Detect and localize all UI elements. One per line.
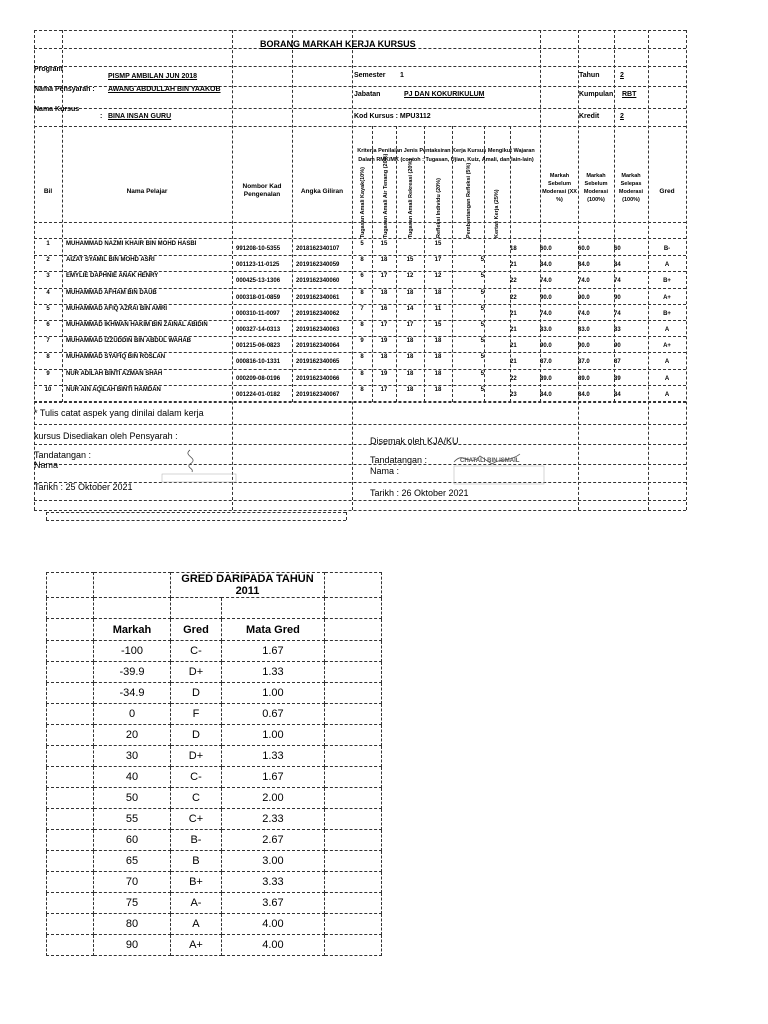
grade-point: 0.67 xyxy=(221,704,324,725)
student-c3: 18 xyxy=(406,354,414,361)
student-m3: 74 xyxy=(614,310,621,317)
course-label: Nama Kursus xyxy=(34,106,80,113)
grade-letter: C- xyxy=(171,641,222,662)
student-m3: 84 xyxy=(614,262,621,269)
col-header-m3: Markah Selepas Moderasi (100%) xyxy=(618,173,644,203)
note-text: * Tulis catat aspek yang dinilai dalam kerja xyxy=(34,408,204,418)
divider xyxy=(34,30,686,31)
student-c5: 5 xyxy=(480,305,484,312)
student-m3: 90 xyxy=(614,294,621,301)
grade-point: 3.33 xyxy=(221,872,324,893)
student-c3: 17 xyxy=(406,322,414,328)
student-m3: 60 xyxy=(614,246,621,252)
student-c5: 5 xyxy=(480,273,484,280)
student-m1: 60.0 xyxy=(540,246,552,252)
student-ic: 000310-11-0097 xyxy=(236,310,280,317)
grade-point: 2.67 xyxy=(221,830,324,851)
grade-mark: 30 xyxy=(94,746,171,767)
program-label: Program xyxy=(34,66,63,73)
col-header-c4: Refleksi Individu (20%) xyxy=(436,178,442,238)
student-c5: 5 xyxy=(480,257,484,264)
student-name: MUHAMMAD AFIQ AZRAI BIN AMRI xyxy=(66,305,167,312)
student-c6: 21 xyxy=(510,262,517,269)
col-header-ic: Nombor Kad Pengenalan xyxy=(242,183,282,198)
lecturer-signature xyxy=(160,446,240,486)
student-g: A+ xyxy=(663,343,671,350)
student-c3: 15 xyxy=(406,257,414,264)
lecturer-value: AWANG ABDULLAH BIN YAAKOB xyxy=(108,86,221,93)
grade-letter: C+ xyxy=(171,809,222,830)
grade-point: 3.67 xyxy=(221,893,324,914)
group-label: Kumpulan xyxy=(579,91,614,98)
student-turn: 2019162340062 xyxy=(296,310,340,317)
approver-signature xyxy=(440,448,550,488)
student-turn: 2019162340063 xyxy=(296,327,340,333)
credit-value: 2 xyxy=(620,113,624,120)
student-c2: 17 xyxy=(380,386,388,393)
student-turn: 2018162340107 xyxy=(296,246,340,252)
year-value: 2 xyxy=(620,72,624,79)
student-no: 3 xyxy=(46,273,50,280)
student-m2: 74.0 xyxy=(578,310,590,317)
student-m1: 89.0 xyxy=(540,375,552,382)
student-no: 4 xyxy=(46,289,50,296)
student-c3: 18 xyxy=(406,370,414,377)
student-m2: 84.0 xyxy=(578,262,590,269)
divider xyxy=(34,402,686,403)
student-turn: 2019162340060 xyxy=(296,278,340,285)
student-c2: 19 xyxy=(380,338,388,345)
student-c5: 5 xyxy=(480,354,484,361)
student-c5: 5 xyxy=(480,322,484,328)
student-m3: 89 xyxy=(614,375,621,382)
student-c3: 12 xyxy=(406,273,414,280)
student-c2: 18 xyxy=(380,257,388,264)
grade-letter: D xyxy=(171,725,222,746)
lecturer-label: Nama Pensyarah : xyxy=(34,86,95,93)
student-c4: 18 xyxy=(434,354,442,361)
col-header-m2: Markah Sebelum Moderasi (100%) xyxy=(583,173,609,203)
date-left: Tarikh : 25 Oktober 2021 xyxy=(34,482,133,492)
col-header-bil: Bil xyxy=(43,188,53,195)
student-c4: 18 xyxy=(434,338,442,345)
student-c1: 5 xyxy=(360,241,364,247)
grade-row xyxy=(47,893,382,914)
grade-point: 2.33 xyxy=(221,809,324,830)
student-ic: 000318-01-0859 xyxy=(236,294,281,301)
student-c2: 17 xyxy=(380,322,388,328)
student-no: 10 xyxy=(44,386,52,393)
student-c3: 18 xyxy=(406,338,414,345)
student-name: MUHAMMAD AFHAM BIN DAUB xyxy=(66,289,157,296)
student-g: B+ xyxy=(663,278,671,285)
student-no: 9 xyxy=(46,370,50,377)
student-m3: 87 xyxy=(614,359,621,366)
student-no: 6 xyxy=(46,322,50,328)
student-no: 8 xyxy=(46,354,50,361)
grade-row xyxy=(47,830,382,851)
grade-point: 1.33 xyxy=(221,662,324,683)
student-g: A xyxy=(664,327,670,333)
student-name: EMYLIE DAPHNIE ANAK HENRY xyxy=(66,273,159,280)
student-turn: 2019162340059 xyxy=(296,262,340,269)
grade-table-title: GRED DARIPADA TAHUN 2011 xyxy=(171,573,325,598)
divider xyxy=(34,126,686,127)
student-ic: 001215-06-0823 xyxy=(236,343,281,350)
grade-header-grade: Gred xyxy=(171,619,222,641)
student-c5: 5 xyxy=(480,289,484,296)
course-colon: : xyxy=(100,113,103,120)
grade-point: 1.00 xyxy=(221,683,324,704)
grade-header-mark: Markah xyxy=(94,619,171,641)
student-c6: 21 xyxy=(510,310,517,317)
student-no: 5 xyxy=(46,305,50,312)
student-no: 1 xyxy=(46,241,50,247)
student-g: A xyxy=(664,262,670,269)
student-m3: 83 xyxy=(614,327,621,333)
grade-row xyxy=(47,788,382,809)
student-g: A+ xyxy=(663,294,671,301)
student-ic: 000209-08-0196 xyxy=(236,375,281,382)
student-c5: 5 xyxy=(480,338,484,345)
department-label: Jabatan xyxy=(354,91,381,98)
divider xyxy=(34,108,686,109)
student-turn: 2019162340061 xyxy=(296,294,340,301)
grade-row xyxy=(47,935,382,956)
student-m3: 90 xyxy=(614,343,621,350)
student-m1: 90.0 xyxy=(540,343,552,350)
grade-row xyxy=(47,851,382,872)
student-turn: 2019162340064 xyxy=(296,343,340,350)
student-name: MUHAMMAD NAZMI KHAIR BIN MOHD HASBI xyxy=(66,241,197,247)
student-c4: 12 xyxy=(434,273,442,280)
student-c2: 15 xyxy=(380,241,388,247)
student-c1: 8 xyxy=(360,322,364,328)
student-c3: 14 xyxy=(406,305,414,312)
grade-table xyxy=(46,572,382,956)
divider xyxy=(34,238,686,239)
student-ic: 000327-14-0313 xyxy=(236,327,281,333)
student-g: A xyxy=(664,375,670,382)
grade-mark: -100 xyxy=(94,641,171,662)
student-m2: 89.0 xyxy=(578,375,590,382)
student-c6: 22 xyxy=(510,375,517,382)
grade-header-point: Mata Gred xyxy=(221,619,324,641)
student-c2: 19 xyxy=(380,370,388,377)
student-name: AIZAT SYAMIL BIN MOHD ASRI xyxy=(66,257,155,264)
student-c1: 8 xyxy=(360,386,364,393)
grade-mark: 70 xyxy=(94,872,171,893)
student-c1: 8 xyxy=(360,354,364,361)
name-label-right: Nama : xyxy=(370,466,400,476)
grade-row xyxy=(47,746,382,767)
student-name: MUHAMMAD IZZUDDIN BIN ABDUL WAHAB xyxy=(66,338,191,345)
student-c3: 18 xyxy=(406,386,414,393)
student-c4: 17 xyxy=(434,257,442,264)
grade-mark: 60 xyxy=(94,830,171,851)
divider xyxy=(34,464,686,465)
student-c4: 11 xyxy=(434,305,442,312)
student-c4: 15 xyxy=(434,241,442,247)
student-ic: 001224-01-0182 xyxy=(236,391,281,398)
course-code: Kod Kursus : MPU3112 xyxy=(354,113,431,120)
grade-row xyxy=(47,872,382,893)
student-c2: 16 xyxy=(380,305,388,312)
grade-row xyxy=(47,725,382,746)
student-c3: 18 xyxy=(406,289,414,296)
approved-by: Disemak oleh KJA/KU xyxy=(370,436,459,446)
col-header-turn: Angka Giliran xyxy=(300,188,344,195)
student-name: NUR ADILAH BINTI AZMAN SHAH xyxy=(66,370,163,377)
credit-label: Kredit xyxy=(579,113,600,120)
grade-point: 1.33 xyxy=(221,746,324,767)
student-c6: 21 xyxy=(510,359,517,366)
student-c5: 5 xyxy=(480,386,484,393)
student-m1: 84.0 xyxy=(540,391,552,398)
divider xyxy=(34,424,686,425)
sign-label-left: Tandatangan : xyxy=(34,450,92,460)
student-name: NUR AIN AQILAH BINTI HAMDAN xyxy=(66,386,161,393)
grade-letter: C- xyxy=(171,767,222,788)
student-m2: 60.0 xyxy=(578,246,590,252)
grade-row xyxy=(47,809,382,830)
student-turn: 2019162340067 xyxy=(296,391,340,398)
date-right: Tarikh : 26 Oktober 2021 xyxy=(370,488,469,498)
grade-point: 1.67 xyxy=(221,641,324,662)
course-value: BINA INSAN GURU xyxy=(108,113,172,120)
grade-mark: 55 xyxy=(94,809,171,830)
grade-letter: D+ xyxy=(171,746,222,767)
student-c1: 9 xyxy=(360,338,364,345)
col-header-criteria: Kriteria Penilaian Jenis Pentaksiran Kerja Kursus Mengikut Wajaran Dalam RMK/MK (contoh : Tugasan, Ujian, Kuiz, Amali, dan lain-lain) xyxy=(357,148,535,163)
col-header-c2: Tugasan Amali Air Tenang (20%) xyxy=(383,153,389,238)
student-c2: 18 xyxy=(380,354,388,361)
year-label: Tahun xyxy=(579,72,600,79)
grade-letter: C xyxy=(171,788,222,809)
student-m2: 90.0 xyxy=(578,294,590,301)
department-value: PJ DAN KOKURIKULUM xyxy=(404,91,485,98)
student-m1: 74.0 xyxy=(540,278,552,285)
grade-letter: D xyxy=(171,683,222,704)
student-m1: 74.0 xyxy=(540,310,552,317)
student-m2: 84.0 xyxy=(578,391,590,398)
divider xyxy=(34,500,686,501)
grade-row xyxy=(47,767,382,788)
grade-mark: 50 xyxy=(94,788,171,809)
sign-label-right: Tandatangan : xyxy=(370,455,428,465)
student-m2: 83.0 xyxy=(578,327,590,333)
student-ic: 001123-11-0125 xyxy=(236,262,280,269)
grade-row xyxy=(47,683,382,704)
name-label-left: Nama xyxy=(34,460,59,470)
student-c6: 18 xyxy=(510,246,517,252)
student-m2: 74.0 xyxy=(578,278,590,285)
col-header-c5: Pembentangan Refleksi (5%) xyxy=(466,162,472,238)
grade-letter: F xyxy=(171,704,222,725)
grade-mark: 90 xyxy=(94,935,171,956)
student-no: 7 xyxy=(46,338,50,345)
student-c1: 7 xyxy=(360,305,364,312)
group-value: RBT xyxy=(622,91,637,98)
student-c4: 15 xyxy=(434,322,442,328)
student-c6: 22 xyxy=(510,294,517,301)
col-header-grade: Gred xyxy=(659,188,675,195)
student-c1: 8 xyxy=(360,289,364,296)
grade-point: 4.00 xyxy=(221,935,324,956)
grade-letter: D+ xyxy=(171,662,222,683)
grade-row xyxy=(47,641,382,662)
student-c6: 23 xyxy=(510,391,517,398)
student-ic: 000425-13-1306 xyxy=(236,278,281,285)
grade-point: 3.00 xyxy=(221,851,324,872)
grade-mark: 65 xyxy=(94,851,171,872)
grade-mark: -34.9 xyxy=(94,683,171,704)
student-m2: 90.0 xyxy=(578,343,590,350)
divider xyxy=(34,66,686,67)
student-m1: 83.0 xyxy=(540,327,552,333)
student-name: MUHAMMAD SYAFIQ BIN ROSLAN xyxy=(66,354,166,361)
student-g: A xyxy=(664,359,670,366)
student-c2: 18 xyxy=(380,289,388,296)
grade-point: 1.67 xyxy=(221,767,324,788)
grade-letter: B+ xyxy=(171,872,222,893)
grade-mark: 40 xyxy=(94,767,171,788)
student-no: 2 xyxy=(46,257,50,264)
student-ic: 991208-10-5355 xyxy=(236,246,281,252)
student-g: A xyxy=(664,391,670,398)
grade-mark: 0 xyxy=(94,704,171,725)
grade-letter: A+ xyxy=(171,935,222,956)
grade-point: 4.00 xyxy=(221,914,324,935)
student-c6: 22 xyxy=(510,278,517,285)
divider xyxy=(34,510,686,511)
col-header-c3: Tugasan Amali Rekreasi (20%) xyxy=(408,158,414,238)
student-c4: 18 xyxy=(434,386,442,393)
col-header-c1: Tugasan Amali Kayak(10%) xyxy=(360,167,366,238)
student-g: B+ xyxy=(663,310,671,317)
grade-mark: 80 xyxy=(94,914,171,935)
student-g: B- xyxy=(663,246,671,252)
student-m1: 90.0 xyxy=(540,294,552,301)
student-c1: 8 xyxy=(360,370,364,377)
student-c1: 6 xyxy=(360,273,364,280)
grade-letter: B xyxy=(171,851,222,872)
grade-point: 1.00 xyxy=(221,725,324,746)
student-name: MUHAMMAD IKHWAN HAKIM BIN ZAINAL ABIDIN xyxy=(66,322,208,328)
student-m3: 74 xyxy=(614,278,621,285)
col-header-m1: Markah Sebelum Moderasi (XX %) xyxy=(542,173,577,203)
student-turn: 2019162340065 xyxy=(296,359,340,366)
form-title: BORANG MARKAH KERJA KURSUS xyxy=(260,39,416,49)
prepared-by: kursus Disediakan oleh Pensyarah : xyxy=(34,431,178,441)
grade-mark: 75 xyxy=(94,893,171,914)
student-c6: 21 xyxy=(510,327,517,333)
student-c6: 21 xyxy=(510,343,517,350)
grade-letter: A xyxy=(171,914,222,935)
grade-mark: -39.9 xyxy=(94,662,171,683)
grade-row xyxy=(47,662,382,683)
student-c2: 17 xyxy=(380,273,388,280)
student-m1: 87.0 xyxy=(540,359,552,366)
grade-row xyxy=(47,914,382,935)
student-turn: 2019162340066 xyxy=(296,375,340,382)
student-m3: 84 xyxy=(614,391,621,398)
student-c4: 18 xyxy=(434,289,442,296)
approver-stamp: CHATALI BIN ISMAIL xyxy=(460,458,520,464)
program-value: PISMP AMBILAN JUN 2018 xyxy=(108,73,198,80)
student-ic: 000816-10-1331 xyxy=(236,359,281,366)
student-c1: 8 xyxy=(360,257,364,264)
grade-point: 2.00 xyxy=(221,788,324,809)
student-c5: 5 xyxy=(480,370,484,377)
semester-label: Semester xyxy=(354,72,386,79)
grade-row xyxy=(47,704,382,725)
col-header-name: Nama Pelajar xyxy=(126,188,168,195)
divider xyxy=(34,444,686,445)
grade-mark: 20 xyxy=(94,725,171,746)
grade-letter: A- xyxy=(171,893,222,914)
student-m2: 87.0 xyxy=(578,359,590,366)
student-m1: 84.0 xyxy=(540,262,552,269)
grade-letter: B- xyxy=(171,830,222,851)
student-c4: 18 xyxy=(434,370,442,377)
col-header-c6: Kertas Kerja (25%) xyxy=(494,189,500,238)
semester-value: 1 xyxy=(400,72,404,79)
